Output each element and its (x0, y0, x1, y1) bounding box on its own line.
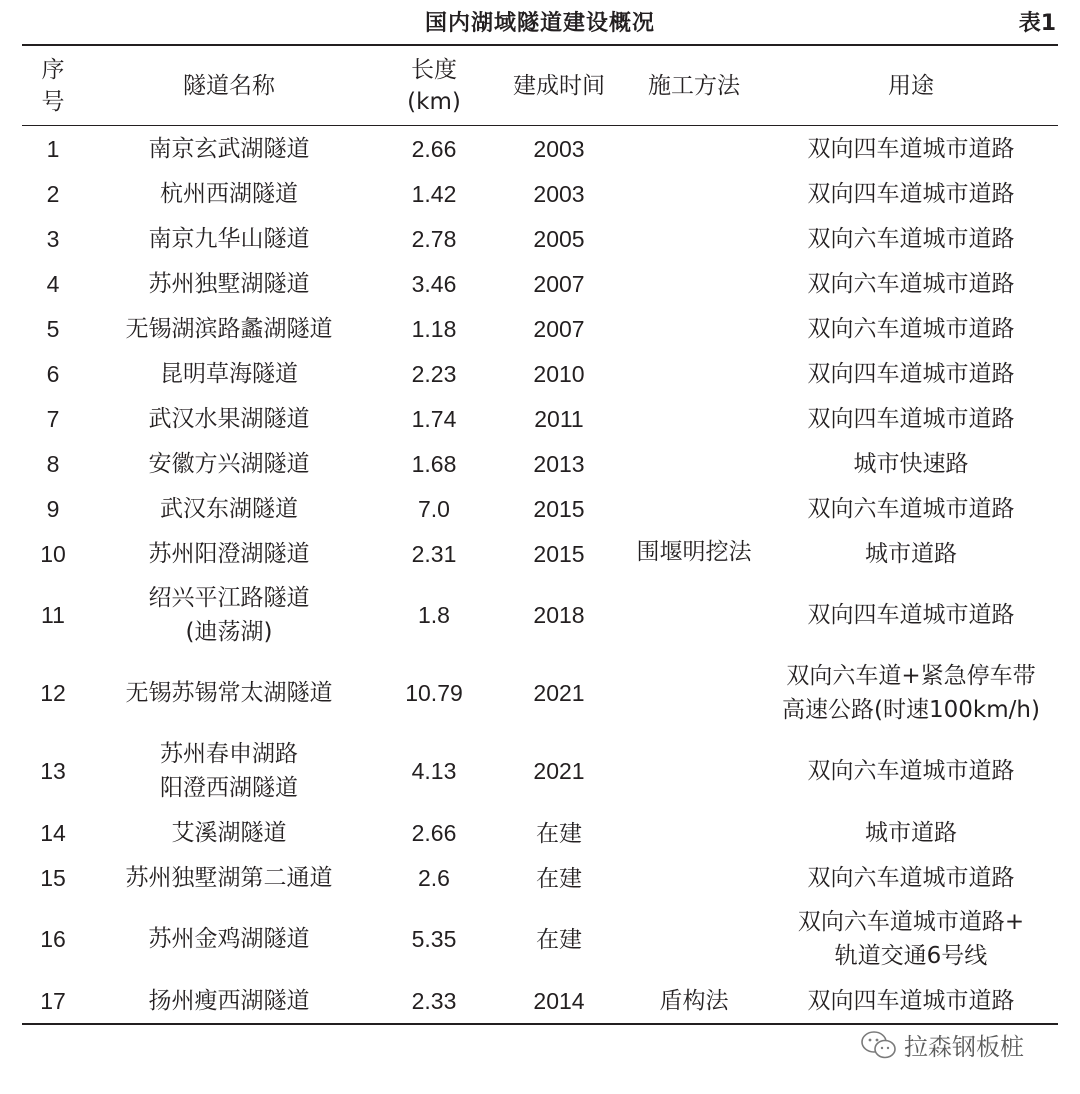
table-row (22, 855, 1058, 900)
header-method: 施工方法 (624, 45, 764, 126)
header-use: 用途 (764, 45, 1058, 126)
wechat-icon (860, 1030, 898, 1060)
cell-no: 6 (46, 360, 60, 387)
cell-no: 9 (46, 495, 60, 522)
table-row (22, 306, 1058, 351)
header-name: 隧道名称 (84, 45, 374, 126)
cell-use: 双向六车道城市道路 (807, 864, 1015, 891)
table-row (22, 576, 1058, 654)
cell-no: 17 (40, 987, 66, 1014)
cell-name: 苏州独墅湖隧道 (148, 270, 310, 297)
cell-year: 2010 (533, 360, 585, 387)
cell-length: 7.0 (418, 495, 450, 522)
cell-year: 2015 (533, 540, 585, 567)
table-row (22, 654, 1058, 732)
cell-name: 武汉东湖隧道 (160, 495, 298, 522)
watermark (860, 1027, 1024, 1062)
cell-use: 双向六车道城市道路 (807, 758, 1015, 784)
cell-year: 2003 (533, 180, 585, 207)
cell-name: 绍兴平江路隧道 (迪荡湖) (148, 585, 310, 645)
cell-year: 2018 (533, 602, 585, 628)
cell-no: 1 (46, 135, 60, 162)
cell-no: 13 (40, 758, 66, 784)
cell-name: 苏州阳澄湖隧道 (148, 540, 310, 567)
cell-year: 2013 (533, 450, 585, 477)
cell-year: 2015 (533, 495, 585, 522)
cell-use: 双向六车道城市道路 (807, 315, 1015, 342)
cell-name: 艾溪湖隧道 (171, 819, 287, 846)
cell-year: 在建 (536, 819, 582, 846)
cell-length: 2.33 (411, 987, 457, 1014)
cell-length: 2.31 (411, 540, 457, 567)
cell-year: 2007 (533, 270, 585, 297)
cell-name: 苏州独墅湖第二通道 (125, 864, 333, 891)
cell-length: 2.66 (411, 819, 457, 846)
cell-length: 1.42 (411, 180, 457, 207)
cell-no: 4 (46, 270, 60, 297)
cell-year: 2021 (533, 680, 585, 706)
cell-length: 1.74 (411, 405, 457, 432)
cell-use: 双向六车道城市道路 (807, 495, 1015, 522)
table-row (22, 216, 1058, 261)
cell-use: 城市道路 (865, 819, 957, 846)
cell-no: 11 (41, 602, 65, 628)
cell-use: 双向六车道城市道路 (807, 225, 1015, 252)
table-row (22, 261, 1058, 306)
table-number: 表1 (1018, 11, 1056, 36)
cell-no: 16 (40, 926, 66, 952)
cell-length: 5.35 (411, 926, 457, 952)
cell-name: 无锡苏锡常太湖隧道 (125, 680, 333, 706)
cell-length: 3.46 (411, 270, 457, 297)
table-row (22, 978, 1058, 1024)
cell-year: 2007 (533, 315, 585, 342)
cell-no: 5 (46, 315, 60, 342)
table-header-row (22, 45, 1058, 126)
cell-no: 2 (46, 180, 60, 207)
cell-name: 杭州西湖隧道 (160, 180, 298, 207)
table-row (22, 441, 1058, 486)
table-row (22, 351, 1058, 396)
table-title: 国内湖域隧道建设概况 (424, 11, 655, 36)
cell-year: 在建 (536, 926, 582, 952)
cell-year: 2003 (533, 135, 585, 162)
cell-use: 双向四车道城市道路 (807, 405, 1015, 432)
table-row (22, 486, 1058, 531)
cell-use: 双向六车道+紧急停车带 高速公路(时速100km/h) (782, 663, 1040, 723)
cell-use: 双向四车道城市道路 (807, 135, 1015, 162)
cell-length: 1.8 (418, 602, 450, 628)
cell-use: 双向六车道城市道路+ 轨道交通6号线 (797, 909, 1025, 969)
cell-name: 南京九华山隧道 (148, 225, 310, 252)
table-row (22, 531, 1058, 576)
header-no: 序 号 (22, 45, 84, 126)
cell-year: 2011 (534, 405, 584, 432)
cell-use: 双向四车道城市道路 (807, 360, 1015, 387)
table-row (22, 126, 1058, 172)
cell-no: 12 (40, 680, 66, 706)
cell-length: 2.6 (418, 864, 450, 891)
cell-length: 1.18 (411, 315, 457, 342)
cell-no: 7 (46, 405, 60, 432)
cell-year: 2014 (533, 987, 585, 1014)
cell-name: 苏州春申湖路 阳澄西湖隧道 (160, 741, 298, 801)
header-length: 长度 (km) (374, 45, 494, 126)
cell-use: 双向四车道城市道路 (807, 987, 1015, 1014)
header-year: 建成时间 (494, 45, 624, 126)
cell-name: 安徽方兴湖隧道 (148, 450, 310, 477)
cell-length: 4.13 (411, 758, 457, 784)
table-row (22, 732, 1058, 810)
cell-name: 无锡湖滨路蠡湖隧道 (125, 315, 333, 342)
table-row (22, 810, 1058, 855)
table-row (22, 900, 1058, 978)
cell-method-shield: 盾构法 (659, 987, 729, 1014)
cell-year: 在建 (536, 864, 582, 891)
cell-no: 14 (40, 819, 66, 846)
cell-name: 昆明草海隧道 (160, 360, 298, 387)
cell-name: 扬州瘦西湖隧道 (148, 987, 310, 1014)
cell-name: 苏州金鸡湖隧道 (148, 926, 310, 952)
cell-use: 城市快速路 (853, 450, 969, 477)
cell-length: 10.79 (405, 680, 463, 706)
cell-length: 2.66 (411, 135, 457, 162)
cell-use: 城市道路 (865, 540, 957, 567)
cell-no: 10 (40, 540, 66, 567)
watermark-text: 拉森钢板桩 (904, 1033, 1024, 1061)
table-row (22, 396, 1058, 441)
cell-no: 15 (40, 864, 66, 891)
cell-no: 8 (46, 450, 60, 477)
cell-use: 双向四车道城市道路 (807, 602, 1015, 628)
cell-name: 武汉水果湖隧道 (148, 405, 310, 432)
cell-use: 双向六车道城市道路 (807, 270, 1015, 297)
cell-length: 2.23 (411, 360, 457, 387)
cell-method-cut-and-cover: 围堰明挖法 (636, 539, 752, 565)
table-body (22, 126, 1058, 1025)
tunnel-table (22, 44, 1058, 1025)
cell-name: 南京玄武湖隧道 (148, 135, 310, 162)
cell-use: 双向四车道城市道路 (807, 180, 1015, 207)
table-row (22, 171, 1058, 216)
cell-no: 3 (46, 225, 60, 252)
cell-year: 2021 (533, 758, 585, 784)
cell-year: 2005 (533, 225, 585, 252)
cell-length: 2.78 (411, 225, 457, 252)
cell-length: 1.68 (411, 450, 457, 477)
